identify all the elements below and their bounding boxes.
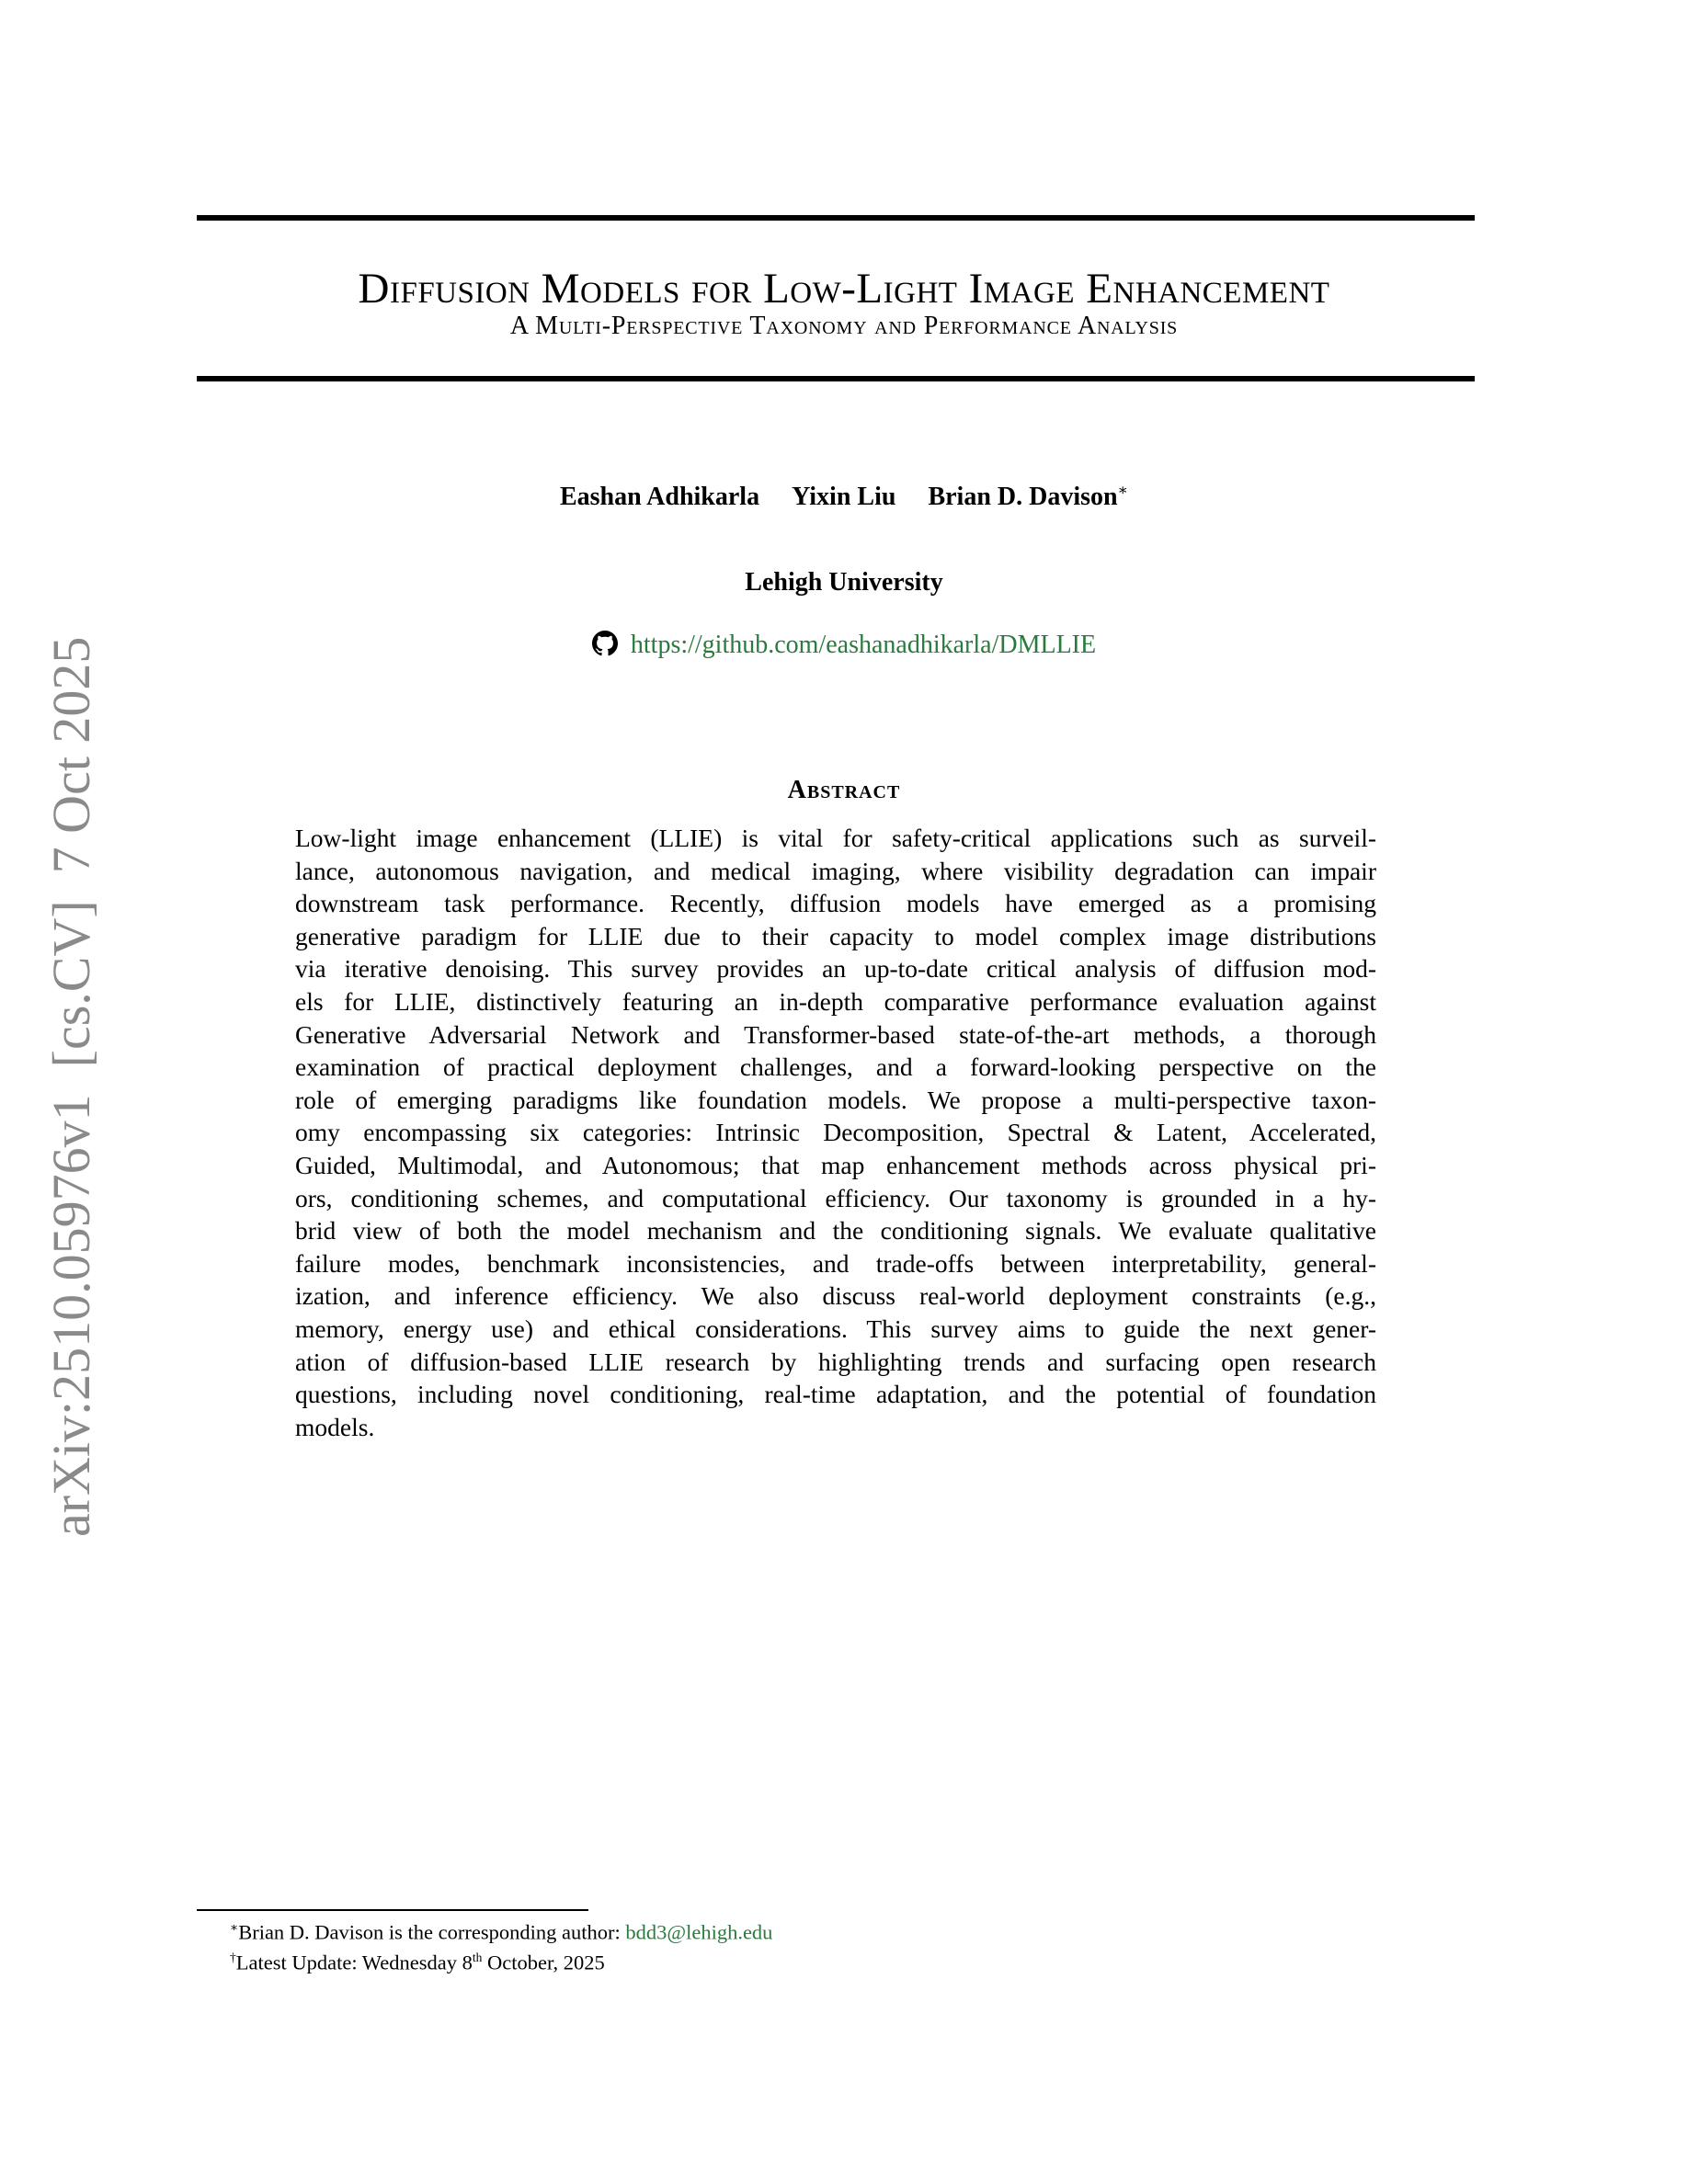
abstract-line: lance, autonomous navigation, and medical imaging, where visibility degradation can impair [295, 856, 1376, 885]
author-list [0, 474, 1688, 514]
abstract-line: ors, conditioning schemes, and computational efficiency. Our taxonomy is grounded in a hy- [295, 1183, 1376, 1212]
abstract-line: ization, and inference efficiency. We also discuss real-world deployment constraints (e.g., [295, 1281, 1376, 1311]
footnote-rule [197, 1909, 588, 1911]
abstract-line: via iterative denoising. This survey provides an up-to-date critical analysis of diffusion mod- [295, 954, 1376, 984]
abstract-line: role of emerging paradigms like foundation models. We propose a multi-perspective taxon- [295, 1085, 1376, 1114]
abstract-line: omy encompassing six categories: Intrinsic Decomposition, Spectral & Latent, Accelerated, [295, 1118, 1376, 1147]
title-rule-bottom [197, 376, 1475, 381]
github-icon [592, 631, 618, 656]
abstract-line: failure modes, benchmark inconsistencies, and trade-offs between interpretability, general- [295, 1248, 1376, 1278]
author: Brian D. Davison∗ [928, 482, 1128, 512]
author: Yixin Liu [792, 483, 896, 512]
abstract-line: downstream task performance. Recently, diffusion models have emerged as a promising [295, 889, 1376, 918]
affiliation: Lehigh University [745, 568, 943, 597]
abstract-line: els for LLIE, distinctively featuring an in-depth comparative performance evaluation against [295, 986, 1376, 1016]
title-rule-top [197, 215, 1475, 221]
repo-link[interactable]: https://github.com/eashanadhikarla/DMLLIE [630, 631, 1097, 659]
paper-subtitle: A Multi-Perspective Taxonomy and Performance Analysis [509, 312, 1179, 340]
abstract-line: examination of practical deployment challenges, and a forward-looking perspective on the [295, 1052, 1376, 1082]
arxiv-stamp: arXiv:2510.05976v1 [cs.CV] 7 Oct 2025 [41, 636, 101, 1537]
abstract-line: Low-light image enhancement (LLIE) is vital for safety-critical applications such as surveil- [295, 824, 1376, 852]
abstract-body [295, 822, 1376, 1443]
paper-title: Diffusion Models for Low-Light Image Enhancement [358, 265, 1330, 313]
abstract-line: ation of diffusion-based LLIE research by highlighting trends and surfacing open research [295, 1347, 1376, 1376]
footnote-corresponding: ∗Brian D. Davison is the corresponding author: bdd3@lehigh.edu [230, 1920, 773, 1944]
abstract-line: generative paradigm for LLIE due to their capacity to model complex image distributions [295, 921, 1376, 950]
abstract-line: memory, energy use) and ethical considerations. This survey aims to guide the next gener- [295, 1314, 1376, 1343]
abstract-line: models. [295, 1412, 375, 1441]
abstract-line: Generative Adversarial Network and Transformer-based state-of-the-art methods, a thorough [295, 1019, 1376, 1049]
abstract-line: brid view of both the model mechanism and the conditioning signals. We evaluate qualitative [295, 1216, 1376, 1246]
abstract-line: Guided, Multimodal, and Autonomous; that map enhancement methods across physical pri- [295, 1150, 1376, 1179]
abstract-line: questions, including novel conditioning, real-time adaptation, and the potential of foundation [295, 1380, 1376, 1409]
abstract-heading: Abstract [787, 776, 901, 804]
email-link[interactable]: bdd3@lehigh.edu [625, 1920, 773, 1944]
repo-link-row [0, 629, 1688, 662]
author: Eashan Adhikarla [559, 483, 760, 512]
footnote-update: †Latest Update: Wednesday 8th October, 2025 [230, 1951, 605, 1974]
